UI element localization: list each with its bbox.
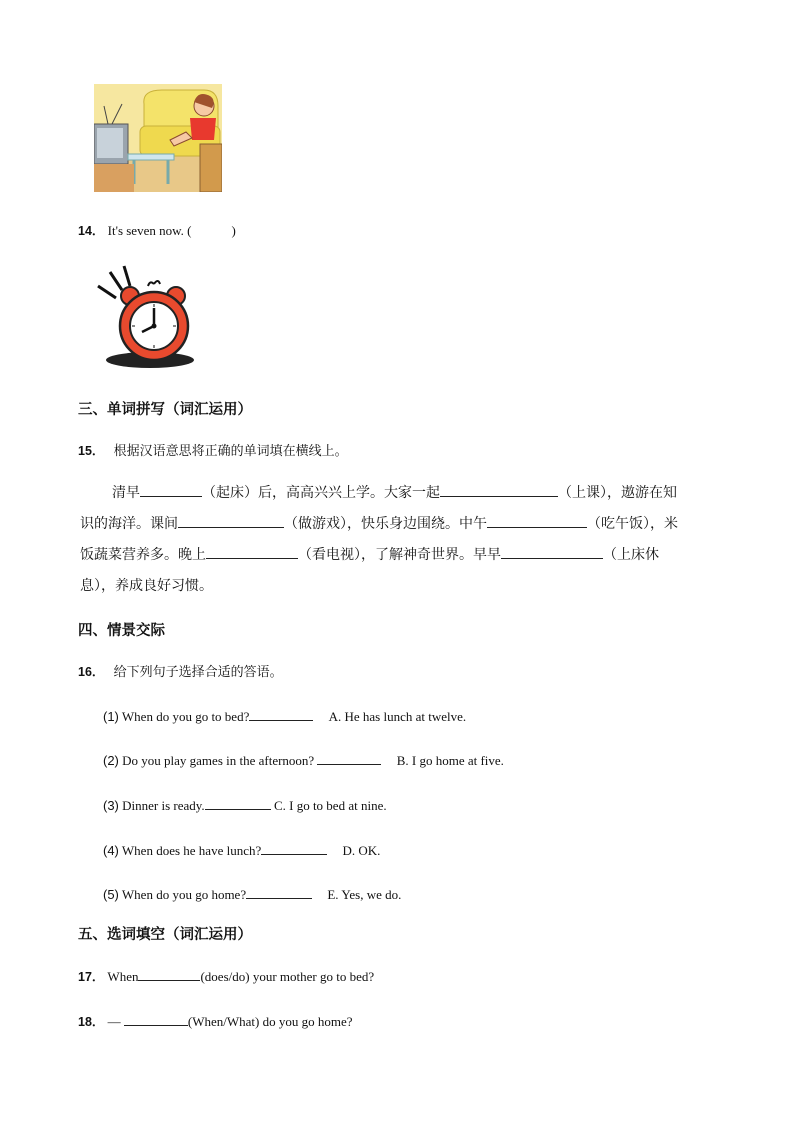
q16-item-3: (3) Dinner is ready. C. I go to bed at nine.: [103, 795, 387, 814]
tv-watching-illustration: [94, 84, 222, 192]
question-17: 17． When (does/do) your mother go to bed?: [78, 966, 374, 985]
question-16: [78, 661, 283, 680]
section-5-title: 五、选词填空（词汇运用）: [78, 927, 252, 943]
q16-item-1: (1) When do you go to bed? A. He has lunch at twelve.: [103, 706, 466, 725]
answer-blank[interactable]: [249, 706, 313, 721]
blank-get-up[interactable]: [140, 481, 202, 497]
answer-blank[interactable]: [261, 840, 327, 855]
question-instruction: 根据汉语意思将正确的单词填在横线上。: [113, 444, 348, 459]
blank-have-lunch[interactable]: [487, 512, 587, 528]
question-number: 14．: [78, 224, 105, 238]
blank-go-to-bed[interactable]: [501, 543, 603, 559]
section-3-title: 三、单词拼写（词汇运用）: [78, 402, 252, 418]
q16-item-4: (4) When does he have lunch? D. OK.: [103, 840, 380, 859]
blank-play-games[interactable]: [178, 512, 284, 528]
answer-blank[interactable]: [317, 750, 381, 765]
section-4-title: 四、情景交际: [78, 623, 165, 639]
q16-item-5: (5) When do you go home? E. Yes, we do.: [103, 884, 401, 903]
answer-paren-close: ): [231, 223, 236, 238]
answer-blank[interactable]: [138, 966, 200, 981]
answer-blank[interactable]: [205, 795, 271, 810]
question-number: 16．: [78, 665, 105, 679]
answer-blank[interactable]: [124, 1011, 188, 1026]
question-15: [78, 440, 348, 459]
q16-item-2: (2) Do you play games in the afternoon? B. I go home at five.: [103, 750, 504, 769]
question-number: 17．: [78, 970, 105, 984]
question-number: 15．: [78, 444, 105, 458]
alarm-clock-illustration: [92, 264, 196, 370]
question-instruction: 给下列句子选择合适的答语。: [113, 665, 283, 680]
question-number: 18．: [78, 1015, 105, 1029]
question-18: 18． — (When/What) do you go home?: [78, 1011, 353, 1030]
question-14: [78, 221, 236, 239]
answer-blank[interactable]: [246, 884, 312, 899]
blank-have-class[interactable]: [440, 481, 558, 497]
blank-watch-tv[interactable]: [206, 543, 298, 559]
q15-passage: 清早 （起床）后，高高兴兴上学。大家一起 （上课），遨游在知识的海洋。课间 （做游戏），快乐身边围绕。中午 （吃午饭），米饭蔬菜营养多。晚上 （看电视），了解神奇世界。早早 （上床休息），养成良好习惯。: [80, 478, 680, 602]
question-text: It's seven now. (: [107, 223, 192, 238]
